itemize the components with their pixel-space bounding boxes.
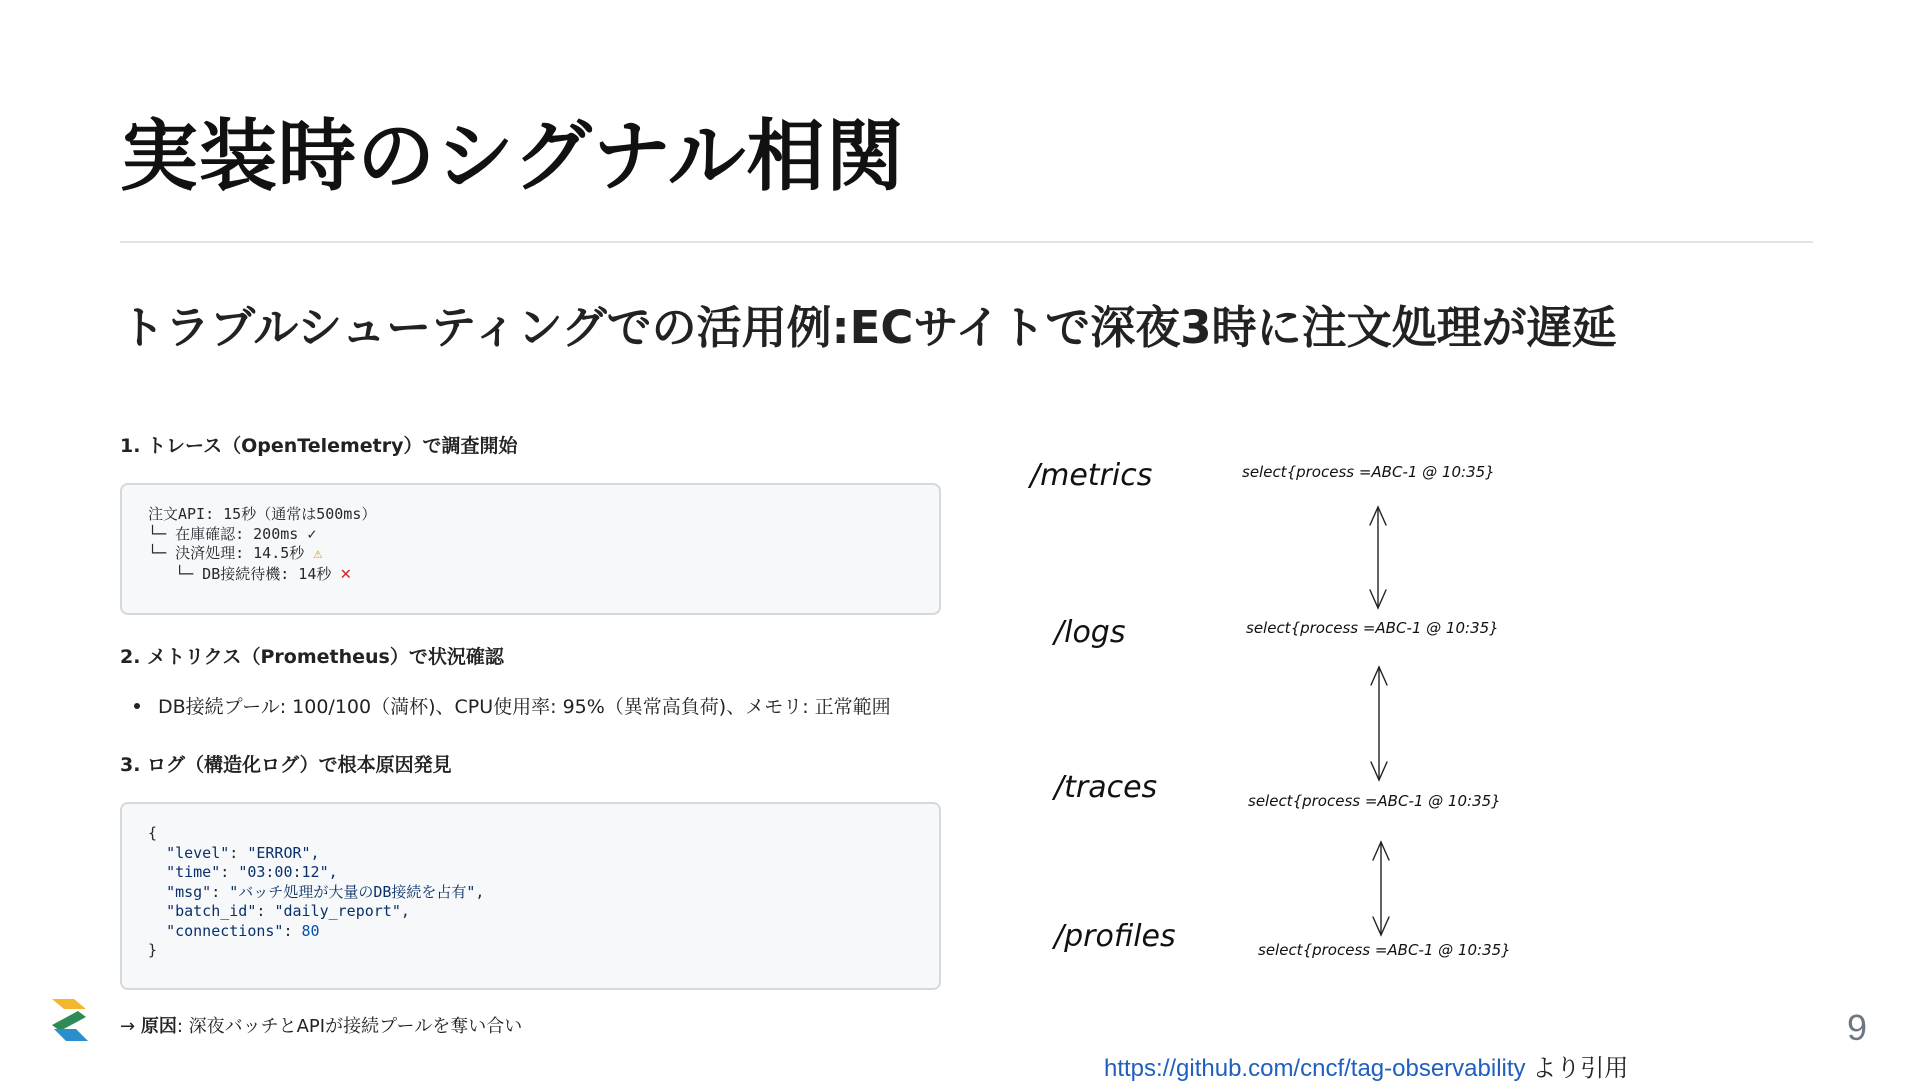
query-logs: select{process =ABC-1 @ 10:35} (1246, 619, 1499, 637)
log-key: "connections" (166, 921, 284, 940)
signal-label-traces: /traces (1054, 770, 1158, 805)
trace-line: └─ DB接続待機: 14秒 (148, 564, 332, 583)
log-value: "ERROR", (247, 843, 320, 862)
page-number: 9 (1846, 1007, 1867, 1048)
log-key: "time" (166, 863, 221, 881)
log-value: 80 (301, 921, 320, 940)
trace-code-block (120, 483, 941, 615)
source-attribution (1104, 1048, 1628, 1083)
signal-label-metrics: /metrics (1030, 458, 1153, 493)
query-traces: select{process =ABC-1 @ 10:35} (1248, 792, 1501, 810)
cause-arrow: → (120, 1016, 136, 1037)
source-link[interactable]: https://github.com/cncf/tag-observability (1104, 1055, 1526, 1082)
log-value: "03:00:12", (238, 863, 338, 881)
log-value: "daily_report", (274, 902, 410, 920)
slide-title: 実装時のシグナル相関 (120, 112, 905, 202)
signal-label-logs: /logs (1054, 615, 1126, 650)
step3-heading: 3. ログ（構造化ログ）で根本原因発見 (120, 754, 452, 776)
metrics-bullet-text: DB接続プール: 100/100（満杯)、CPU使用率: 95%（異常高負荷)、メモリ: 正常範囲 (158, 696, 891, 718)
warning-icon: ⚠ (313, 544, 323, 562)
cause-label: 原因 (140, 1016, 177, 1037)
bullet-dot-icon (134, 703, 140, 709)
error-x-icon: ✕ (340, 562, 352, 584)
trace-line: └─ 決済処理: 14.5秒 (148, 544, 305, 562)
trace-line: 注文API: 15秒（通常は500ms） (148, 505, 377, 523)
cause-text: : 深夜バッチとAPIが接続プールを奪い合い (176, 1016, 523, 1037)
cause-line (120, 1012, 522, 1038)
metrics-bullet (134, 692, 891, 719)
step2-heading: 2. メトリクス（Prometheus）で状況確認 (120, 646, 504, 668)
log-key: "msg" (166, 882, 212, 901)
query-profiles: select{process =ABC-1 @ 10:35} (1258, 941, 1511, 959)
brand-logo-icon (48, 995, 90, 1047)
trace-line: └─ 在庫確認: 200ms ✓ (148, 524, 317, 543)
source-suffix: より引用 (1525, 1055, 1629, 1082)
log-open-brace: { (148, 824, 158, 842)
bidirectional-arrow-icon (1370, 507, 1386, 608)
log-key: "level" (166, 843, 230, 862)
bidirectional-arrow-icon (1373, 842, 1389, 935)
title-divider (120, 241, 1813, 243)
signal-label-profiles: /profiles (1054, 919, 1176, 954)
log-close-brace: } (148, 941, 158, 959)
log-code-block: { "level": "ERROR", "time": "03:00:12", "msg": "バッチ処理が大量のDB接続を占有", "batch_id": "daily_report", "connections": 80 } (120, 802, 941, 990)
signal-correlation-diagram (1020, 440, 1560, 980)
log-value: "バッチ処理が大量のDB接続を占有", (229, 882, 485, 901)
slide-subtitle: トラブルシューティングでの活用例:ECサイトで深夜3時に注文処理が遅延 (120, 301, 1617, 354)
step1-heading: 1. トレース（OpenTelemetry）で調査開始 (120, 435, 518, 457)
bidirectional-arrow-icon (1371, 667, 1387, 780)
log-key: "batch_id" (166, 902, 257, 920)
query-metrics: select{process =ABC-1 @ 10:35} (1242, 463, 1495, 481)
